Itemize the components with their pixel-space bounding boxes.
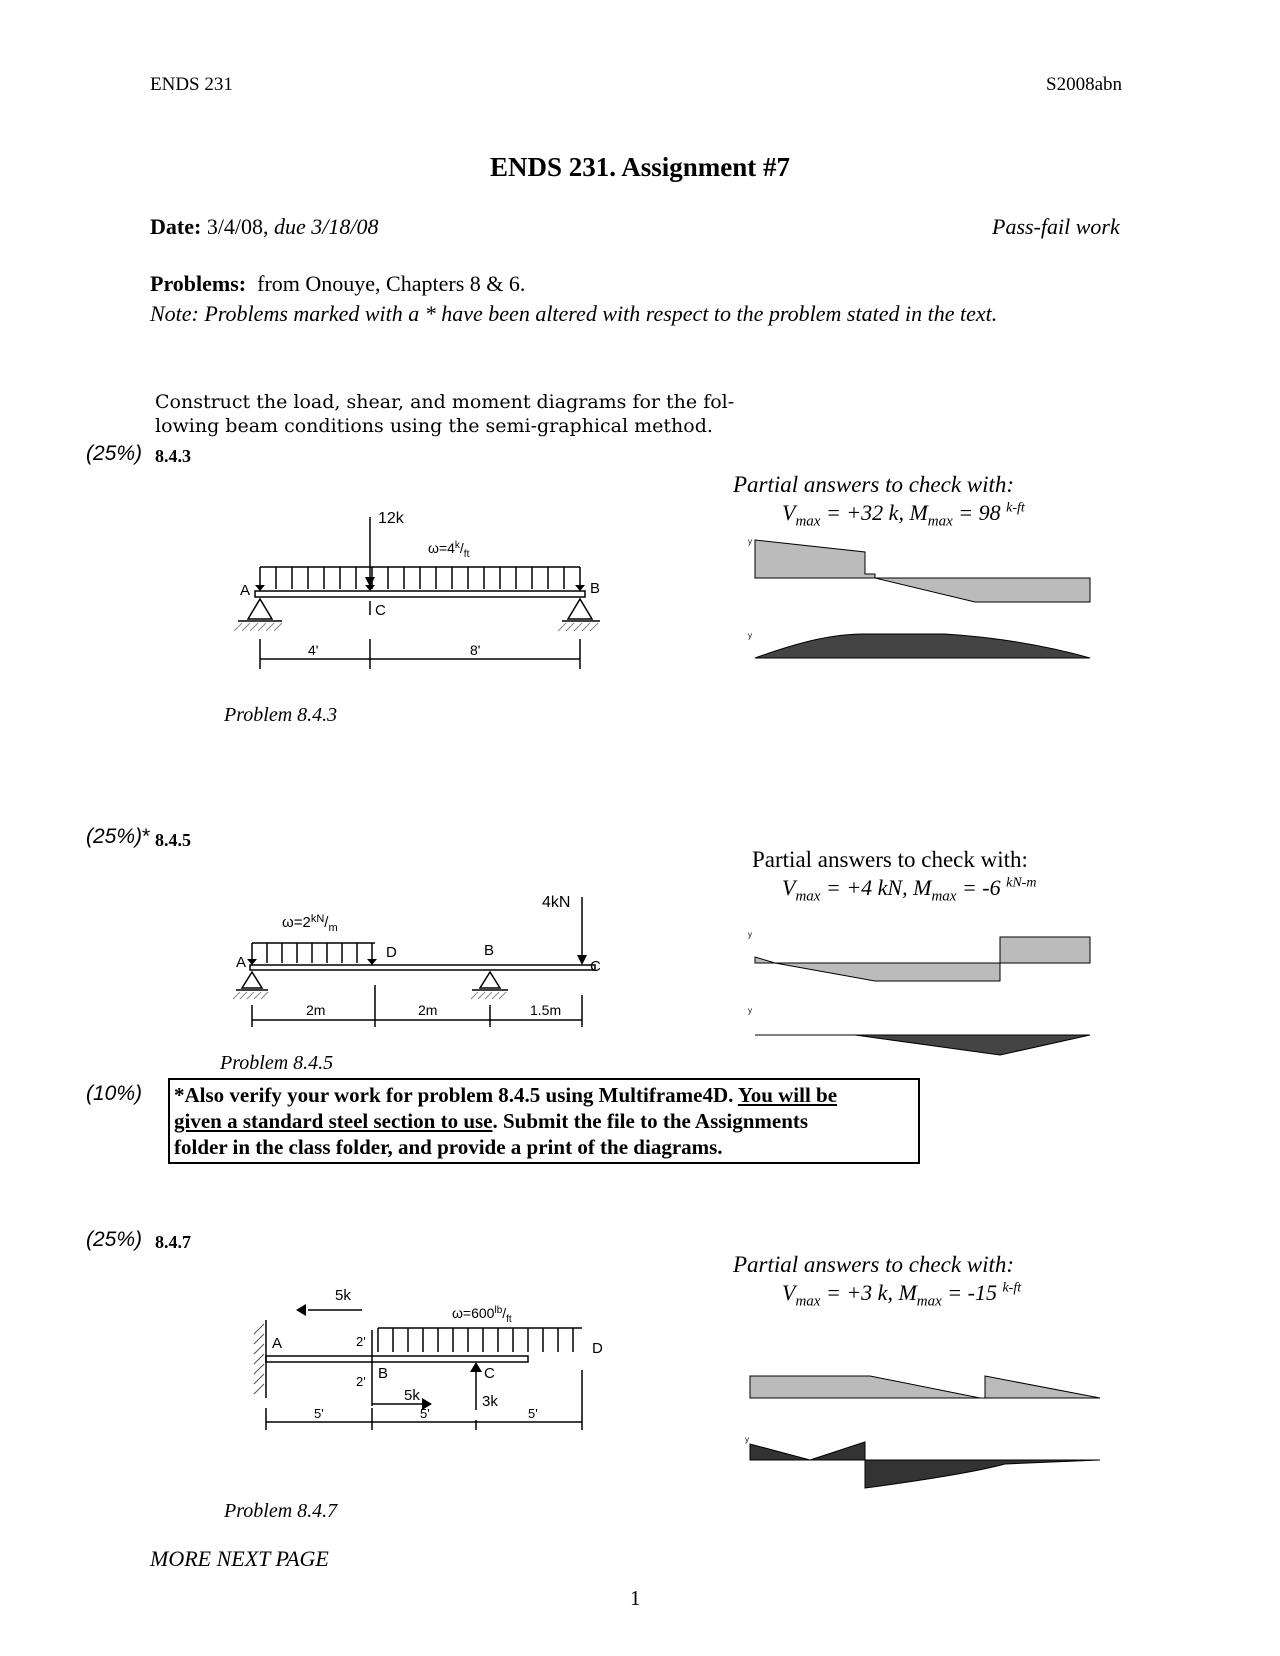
problem-1-shear-moment-diagrams [745,530,1095,670]
beam [255,591,585,597]
svg-text:y: y [748,537,752,546]
dimension-2-label: 5' [420,1406,430,1421]
due-date: due 3/18/08 [274,214,379,239]
instructions-line-1: Construct the load, shear, and moment diagrams for the fol- [155,391,735,413]
shear-diagram-positive [755,540,875,578]
problem-3-weight: (25%) [86,1228,143,1251]
label-c: C [484,1365,495,1382]
roller-support-b [568,599,592,619]
dimension-1-label: 2m [306,1002,326,1018]
problem-1-figure [150,455,610,725]
problem-3-caption: Problem 8.4.7 [224,1500,338,1522]
shear-diagram-1 [750,1376,980,1398]
label-b: B [590,580,601,597]
pin-support-a [248,599,272,619]
label-b: B [378,1365,389,1382]
more-next-page: MORE NEXT PAGE [150,1546,329,1571]
beam [266,1356,528,1362]
dimension-2-label: 2m [418,1002,438,1018]
reaction-label: 3k [482,1393,498,1410]
pin-support-a [242,972,262,988]
problems-source: from Onouye, Chapters 8 & 6. [257,271,526,296]
dimension-3-label: 1.5m [530,1002,562,1018]
problem-1-number: 8.4.3 [155,446,191,466]
problem-1-caption: Problem 8.4.3 [224,704,338,726]
date-value: 3/4/08, [206,214,269,239]
moment-diagram [755,634,1090,658]
label-d: D [386,944,397,961]
problem-3-partial-label: Partial answers to check with: [733,1252,1015,1277]
problem-3-figure [150,1280,620,1490]
header-course: ENDS 231 [150,74,233,95]
verify-text-2: . Submit the file to the Assignments [492,1109,809,1133]
page-number: 1 [630,1586,641,1610]
point-load-label: 4kN [542,894,571,911]
verify-weight: (10%) [86,1082,143,1105]
dimension-3-label: 5' [528,1406,538,1421]
problem-2-weight: (25%)* [86,825,151,848]
header-code: S2008abn [1046,74,1122,95]
label-b: B [484,942,495,959]
verify-text-3: folder in the class folder, and provide a print of the diagrams. [174,1135,723,1159]
distributed-load-arrows [252,943,372,963]
dimension-1-label: 4' [308,642,319,658]
date-line [150,214,379,240]
shear-diagram-negative [775,963,1000,981]
dimension-1-label: 5' [314,1406,324,1421]
svg-text:y: y [748,631,752,640]
svg-text:y: y [748,930,752,939]
problem-1-partial-label: Partial answers to check with: [733,472,1015,497]
verify-underline-1: You will be [737,1083,838,1107]
svg-text:y: y [748,1006,752,1015]
label-a: A [236,954,247,971]
distributed-load-label: $\omega=600^{lb}/_{ft}$ [452,1305,512,1325]
problems-label: Problems: [150,271,247,296]
dimension-2-label: 8' [470,642,481,658]
problem-1-weight: (25%) [86,442,143,465]
problem-2-figure [150,845,620,1055]
label-a: A [240,582,251,599]
verify-text-1: *Also verify your work for problem 8.4.5 using Multiframe4D. [174,1083,738,1107]
problem-2-shear-moment-diagrams [745,925,1095,1055]
pin-support-b [480,972,500,988]
problem-3-shear-moment-diagrams [745,1360,1105,1510]
moment-diagram [855,1035,1090,1055]
beam [250,965,595,970]
problem-2-number: 8.4.5 [155,830,191,850]
shear-diagram-2 [985,1376,1100,1398]
verify-underline-2: given a standard steel section to use [174,1109,493,1133]
problem-1-answers: $V_{max} = +32$ k, $M_{max} = 98$ $^{k-ft}$ [782,500,1025,530]
distributed-load-label: $\omega=2^{kN}/_m$ [282,913,338,934]
problem-2-caption: Problem 8.4.5 [220,1052,334,1074]
problem-2-answers: $V_{max} = +4$ kN, $M_{max} = -6$ $^{kN-m}$ [782,875,1037,905]
page-title: ENDS 231. Assignment #7 [489,152,791,182]
point-load-label: 12k [378,510,404,527]
arm-1-label: 2' [356,1334,366,1349]
arm-2-label: 2' [356,1374,366,1389]
problems-line [150,271,525,297]
label-d: D [592,1340,603,1357]
svg-text:y: y [745,1435,749,1444]
grading-note: Pass-fail work [992,214,1120,239]
problem-2-partial-label: Partial answers to check with: [752,847,1028,872]
problem-3-number: 8.4.7 [155,1232,191,1252]
shear-diagram-positive [1000,937,1090,963]
multiframe-verification-box [168,1078,920,1164]
bottom-load-label: 5k [404,1387,420,1404]
instructions [155,390,734,438]
distributed-load-arrows [260,567,580,589]
shear-diagram-negative [875,578,1090,602]
label-c: C [375,602,386,619]
top-load-label: 5k [335,1287,351,1304]
label-a: A [272,1335,283,1352]
distributed-load-label: $\omega=4^k/_{ft}$ [428,540,470,560]
distributed-load-arrows [378,1328,573,1352]
moment-diagram [865,1460,1100,1488]
instructions-line-2: lowing beam conditions using the semi-graphical method. [155,415,713,437]
alteration-note: Note: Problems marked with a * have been altered with respect to the problem stated in the text. [150,301,998,326]
problem-3-answers: $V_{max} = +3$ k, $M_{max} = -15$ $^{k-ft}$ [782,1280,1022,1310]
label-c: C [590,958,601,975]
date-label: Date: [150,214,202,239]
